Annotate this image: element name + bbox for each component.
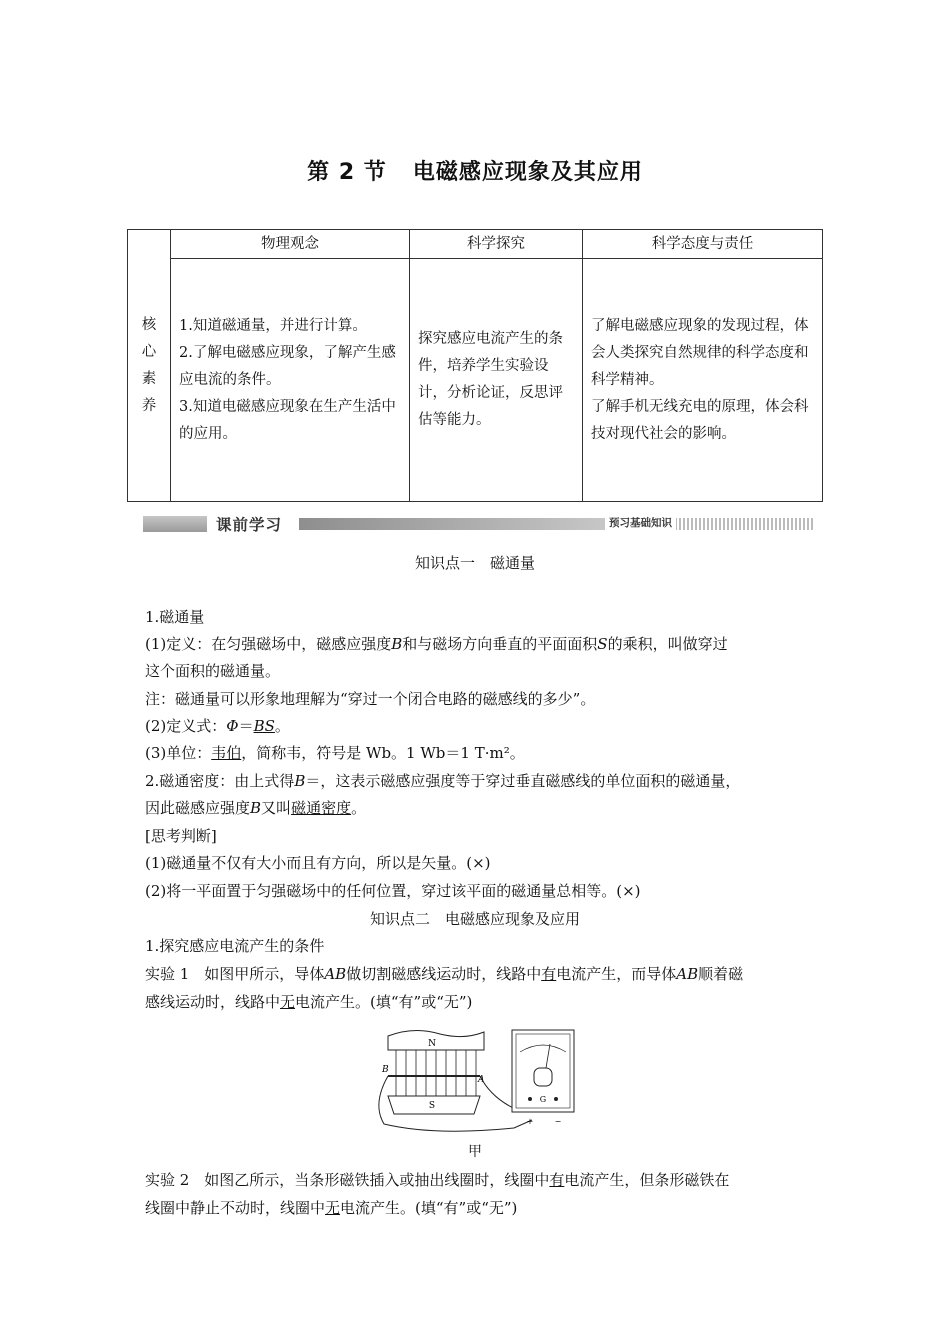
experiment-2: 实验 2 如图乙所示，当条形磁铁插入或抽出线圈时，线圈中有电流产生，但条形磁铁在 [145, 1171, 730, 1189]
core-literacy-label: 核心素养 [128, 230, 171, 502]
banner-bar-middle [299, 518, 619, 530]
attitude-item: 了解手机无线充电的原理，体会科技对现代社会的影响。 [591, 398, 809, 442]
experiment-1-cont: 感线运动时，线路中无电流产生。(填“有”或“无”) [145, 993, 473, 1011]
label-minus: − [554, 1117, 562, 1126]
judge-item-2: (2)将一平面置于匀强磁场中的任何位置，穿过该平面的磁通量总相等。(×) [145, 882, 641, 900]
attitude-item: 了解电磁感应现象的发现过程，体会人类探究自然规律的科学态度和科学精神。 [591, 317, 809, 388]
cell-scientific-inquiry [410, 259, 583, 502]
header-scientific-inquiry: 科学探究 [410, 230, 583, 259]
header-attitude-responsibility: 科学态度与责任 [583, 230, 823, 259]
kp1-heading: 知识点一 磁通量 [414, 554, 535, 572]
think-judge-heading: [思考判断] [145, 827, 217, 845]
concept-item: 1.知道磁通量，并进行计算。 [179, 317, 367, 334]
label-a: A [478, 1075, 485, 1085]
label-plus: + [526, 1117, 534, 1126]
banner-label: 课前学习 [216, 516, 283, 534]
concept-item: 2.了解电磁感应现象，了解产生感应电流的条件。 [179, 344, 396, 388]
kp1-item1: 1.磁通量 [145, 608, 205, 626]
label-n: N [428, 1039, 436, 1049]
cell-attitude-responsibility [583, 259, 823, 502]
page-title [0, 155, 950, 186]
section-number: 第 2 节 [307, 160, 387, 185]
kp2-item1: 1.探究感应电流产生的条件 [145, 937, 325, 955]
kp1-density: 2.磁通密度：由上式得B＝，这表示磁感应强度等于穿过垂直磁感线的单位面积的磁通量， [145, 772, 741, 790]
kp1-formula: (2)定义式：Φ＝BS。 [145, 717, 290, 735]
concept-item: 3.知道电磁感应现象在生产生活中的应用。 [179, 398, 396, 442]
kp1-definition-cont: 这个面积的磁通量。 [145, 662, 281, 680]
section-banner [143, 512, 813, 536]
kp1-density-cont: 因此磁感应强度B又叫磁通密度。 [145, 799, 367, 817]
experiment-1: 实验 1 如图甲所示，导体AB做切割磁感线运动时，线路中有电流产生，而导体AB顺着磁 [145, 965, 744, 983]
figure-caption: 甲 [468, 1144, 482, 1160]
label-s: S [428, 1101, 436, 1111]
banner-bar-left [143, 516, 207, 532]
header-physics-concept: 物理观念 [171, 230, 410, 259]
experiment-2-cont: 线圈中静止不动时，线圈中无电流产生。(填“有”或“无”) [145, 1199, 518, 1217]
kp1-definition: (1)定义：在匀强磁场中，磁感应强度B和与磁场方向垂直的平面面积S的乘积，叫做穿过 [145, 635, 728, 653]
label-g: G [539, 1095, 547, 1104]
inquiry-text: 探究感应电流产生的条件，培养学生实验设计，分析论证，反思评估等能力。 [418, 331, 563, 428]
figure-jia-diagram [374, 1024, 580, 1136]
section-name: 电磁感应现象及其应用 [412, 160, 643, 185]
cell-physics-concept [171, 259, 410, 502]
judge-item-1: (1)磁通量不仅有大小而且有方向，所以是矢量。(×) [145, 854, 491, 872]
label-b: B [382, 1065, 389, 1075]
kp1-unit: (3)单位：韦伯，简称韦，符号是 Wb。1 Wb＝1 T·m²。 [145, 744, 525, 762]
banner-subtitle: 预习基础知识 [605, 515, 676, 530]
core-literacy-table [127, 229, 823, 502]
kp1-note: 注：磁通量可以形象地理解为“穿过一个闭合电路的磁感线的多少”。 [145, 690, 596, 708]
kp2-heading: 知识点二 电磁感应现象及应用 [369, 910, 580, 928]
